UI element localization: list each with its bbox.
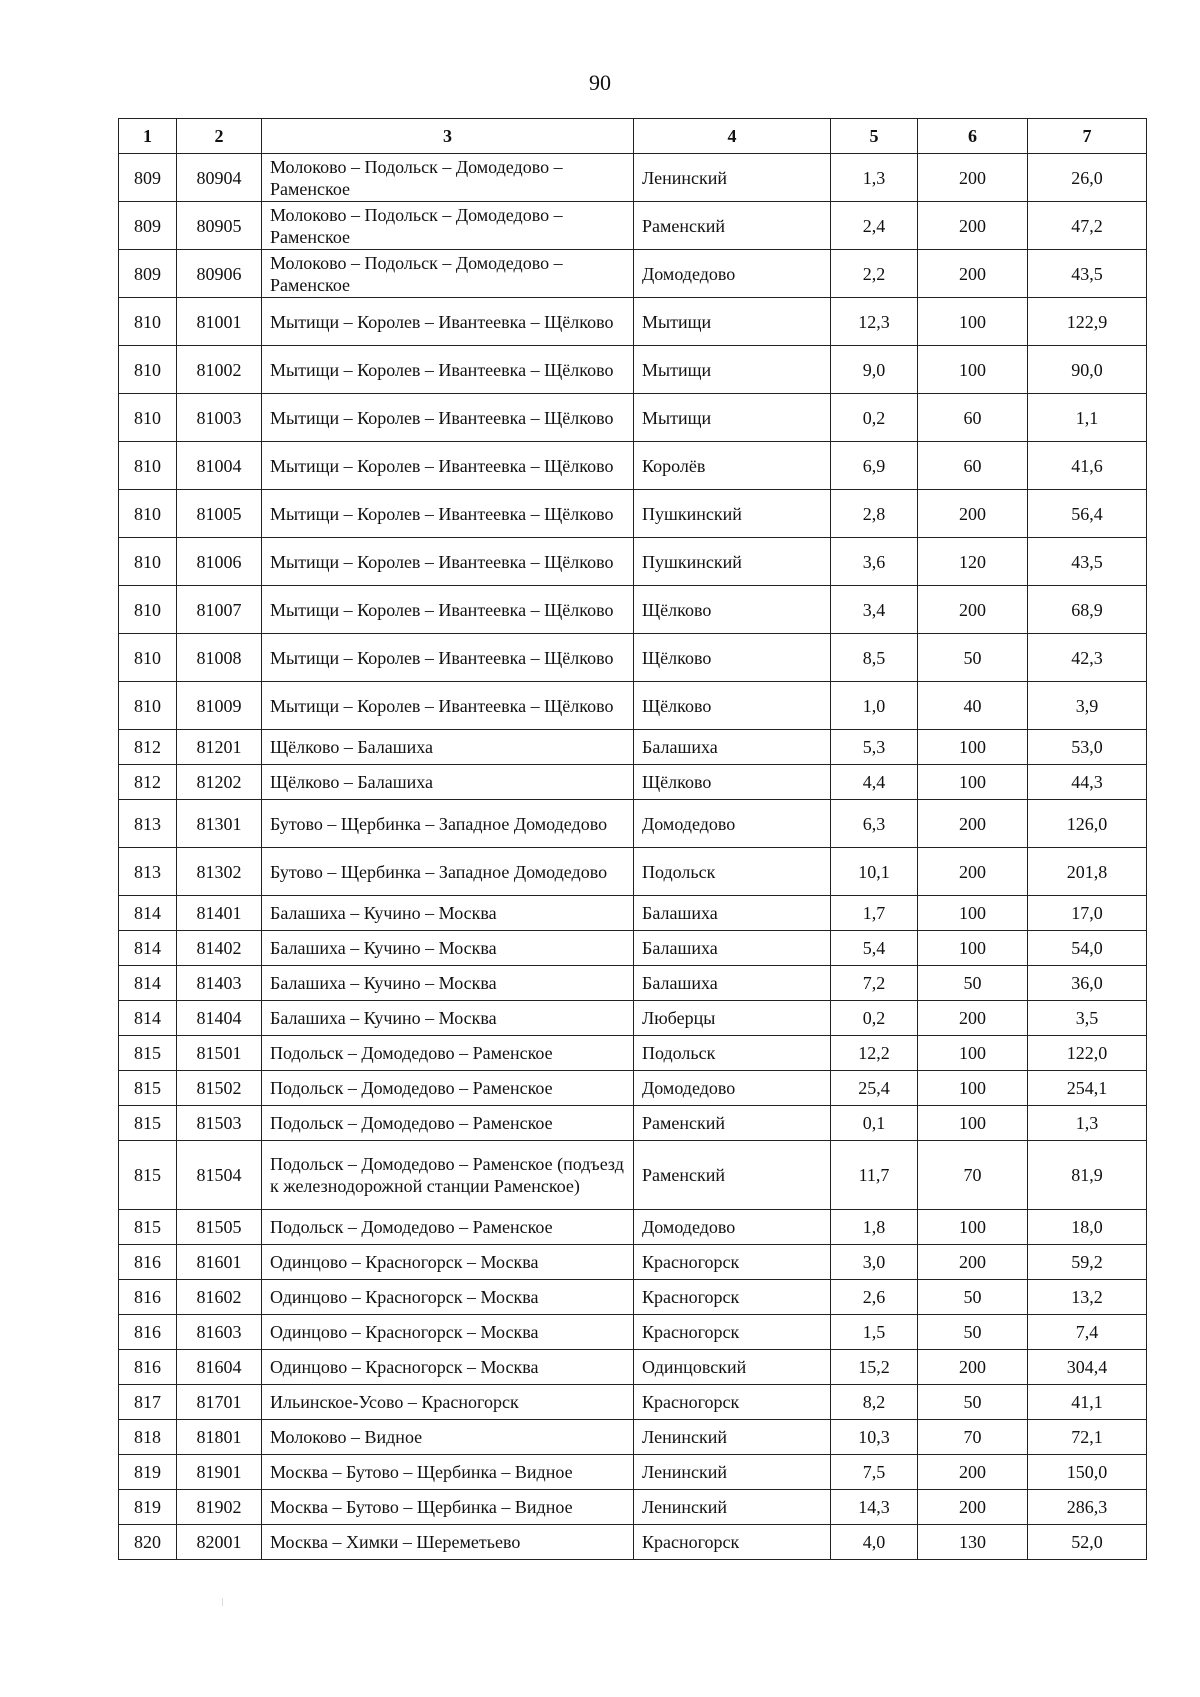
- cell-width: 200: [918, 1245, 1028, 1280]
- cell-road-name: Одинцово – Красногорск – Москва: [262, 1245, 634, 1280]
- cell-value: 3,9: [1028, 682, 1147, 730]
- cell-value: 56,4: [1028, 490, 1147, 538]
- table-row: [119, 298, 1147, 346]
- cell-section-code: 81201: [177, 730, 262, 765]
- table-row: [119, 848, 1147, 896]
- cell-road-number: 812: [119, 765, 177, 800]
- cell-section-code: 81003: [177, 394, 262, 442]
- cell-road-name: Молоково – Видное: [262, 1420, 634, 1455]
- cell-section-code: 80905: [177, 202, 262, 250]
- cell-district: Подольск: [634, 1036, 831, 1071]
- cell-road-number: 814: [119, 896, 177, 931]
- table-body: [119, 154, 1147, 1560]
- table-row: [119, 490, 1147, 538]
- cell-section-code: 81301: [177, 800, 262, 848]
- cell-road-name: Бутово – Щербинка – Западное Домодедово: [262, 848, 634, 896]
- cell-value: 81,9: [1028, 1141, 1147, 1210]
- cell-section-code: 81002: [177, 346, 262, 394]
- cell-district: Домодедово: [634, 250, 831, 298]
- cell-district: Балашиха: [634, 966, 831, 1001]
- cell-road-number: 810: [119, 586, 177, 634]
- cell-value: 3,5: [1028, 1001, 1147, 1036]
- cell-road-number: 810: [119, 298, 177, 346]
- column-header: 7: [1028, 119, 1147, 154]
- cell-value: 90,0: [1028, 346, 1147, 394]
- cell-section-code: 82001: [177, 1525, 262, 1560]
- cell-section-code: 80906: [177, 250, 262, 298]
- cell-road-name: Москва – Химки – Шереметьево: [262, 1525, 634, 1560]
- table-row: [119, 1141, 1147, 1210]
- column-header: 5: [831, 119, 918, 154]
- cell-district: Балашиха: [634, 931, 831, 966]
- table-row: [119, 634, 1147, 682]
- cell-road-name: Одинцово – Красногорск – Москва: [262, 1315, 634, 1350]
- cell-width: 100: [918, 1036, 1028, 1071]
- cell-value: 18,0: [1028, 1210, 1147, 1245]
- cell-length: 10,1: [831, 848, 918, 896]
- cell-value: 44,3: [1028, 765, 1147, 800]
- cell-road-number: 810: [119, 490, 177, 538]
- cell-value: 41,1: [1028, 1385, 1147, 1420]
- cell-length: 4,4: [831, 765, 918, 800]
- cell-road-name: Подольск – Домодедово – Раменское (подъезд к железнодорожной станции Раменское): [262, 1141, 634, 1210]
- cell-width: 100: [918, 298, 1028, 346]
- cell-value: 72,1: [1028, 1420, 1147, 1455]
- cell-district: Балашиха: [634, 896, 831, 931]
- cell-district: Балашиха: [634, 730, 831, 765]
- cell-value: 1,1: [1028, 394, 1147, 442]
- cell-road-name: Бутово – Щербинка – Западное Домодедово: [262, 800, 634, 848]
- cell-section-code: 81009: [177, 682, 262, 730]
- cell-section-code: 81403: [177, 966, 262, 1001]
- table-row: [119, 896, 1147, 931]
- cell-width: 200: [918, 1001, 1028, 1036]
- cell-width: 60: [918, 442, 1028, 490]
- cell-road-number: 810: [119, 634, 177, 682]
- cell-district: Пушкинский: [634, 490, 831, 538]
- column-header: 3: [262, 119, 634, 154]
- cell-value: 43,5: [1028, 250, 1147, 298]
- cell-width: 200: [918, 1455, 1028, 1490]
- cell-district: Королёв: [634, 442, 831, 490]
- cell-district: Одинцовский: [634, 1350, 831, 1385]
- table-row: [119, 1280, 1147, 1315]
- cell-section-code: 81005: [177, 490, 262, 538]
- document-table: [118, 118, 1147, 1560]
- cell-value: 1,3: [1028, 1106, 1147, 1141]
- cell-length: 25,4: [831, 1071, 918, 1106]
- cell-value: 41,6: [1028, 442, 1147, 490]
- table-row: [119, 346, 1147, 394]
- cell-district: Красногорск: [634, 1245, 831, 1280]
- cell-length: 1,7: [831, 896, 918, 931]
- cell-length: 8,5: [831, 634, 918, 682]
- cell-district: Ленинский: [634, 1490, 831, 1525]
- cell-width: 100: [918, 896, 1028, 931]
- cell-section-code: 81008: [177, 634, 262, 682]
- cell-road-number: 816: [119, 1315, 177, 1350]
- cell-value: 59,2: [1028, 1245, 1147, 1280]
- cell-length: 2,4: [831, 202, 918, 250]
- cell-section-code: 81504: [177, 1141, 262, 1210]
- cell-value: 150,0: [1028, 1455, 1147, 1490]
- cell-width: 60: [918, 394, 1028, 442]
- table-row: [119, 682, 1147, 730]
- cell-length: 3,6: [831, 538, 918, 586]
- cell-width: 50: [918, 634, 1028, 682]
- cell-section-code: 81401: [177, 896, 262, 931]
- cell-value: 126,0: [1028, 800, 1147, 848]
- table-row: [119, 800, 1147, 848]
- cell-width: 200: [918, 848, 1028, 896]
- cell-value: 254,1: [1028, 1071, 1147, 1106]
- cell-road-name: Подольск – Домодедово – Раменское: [262, 1036, 634, 1071]
- cell-section-code: 81501: [177, 1036, 262, 1071]
- cell-road-number: 815: [119, 1106, 177, 1141]
- scan-artifact: [222, 1598, 223, 1606]
- cell-road-name: Подольск – Домодедово – Раменское: [262, 1106, 634, 1141]
- cell-road-name: Москва – Бутово – Щербинка – Видное: [262, 1455, 634, 1490]
- cell-district: Подольск: [634, 848, 831, 896]
- cell-section-code: 81007: [177, 586, 262, 634]
- table-row: [119, 931, 1147, 966]
- cell-width: 100: [918, 1071, 1028, 1106]
- cell-road-number: 813: [119, 848, 177, 896]
- cell-section-code: 81004: [177, 442, 262, 490]
- cell-value: 286,3: [1028, 1490, 1147, 1525]
- table-row: [119, 765, 1147, 800]
- cell-width: 50: [918, 1280, 1028, 1315]
- cell-length: 4,0: [831, 1525, 918, 1560]
- cell-road-number: 809: [119, 154, 177, 202]
- cell-district: Мытищи: [634, 394, 831, 442]
- cell-section-code: 81603: [177, 1315, 262, 1350]
- table-row: [119, 1525, 1147, 1560]
- cell-value: 122,9: [1028, 298, 1147, 346]
- cell-value: 52,0: [1028, 1525, 1147, 1560]
- cell-value: 47,2: [1028, 202, 1147, 250]
- cell-width: 100: [918, 1210, 1028, 1245]
- table-row: [119, 1350, 1147, 1385]
- cell-value: 7,4: [1028, 1315, 1147, 1350]
- cell-section-code: 81302: [177, 848, 262, 896]
- cell-district: Люберцы: [634, 1001, 831, 1036]
- cell-length: 0,2: [831, 1001, 918, 1036]
- cell-length: 9,0: [831, 346, 918, 394]
- cell-value: 42,3: [1028, 634, 1147, 682]
- cell-length: 12,2: [831, 1036, 918, 1071]
- cell-road-name: Москва – Бутово – Щербинка – Видное: [262, 1490, 634, 1525]
- cell-road-number: 816: [119, 1280, 177, 1315]
- cell-section-code: 81202: [177, 765, 262, 800]
- cell-district: Щёлково: [634, 586, 831, 634]
- cell-width: 100: [918, 346, 1028, 394]
- cell-road-name: Одинцово – Красногорск – Москва: [262, 1350, 634, 1385]
- cell-district: Ленинский: [634, 1420, 831, 1455]
- table-row: [119, 730, 1147, 765]
- cell-road-name: Мытищи – Королев – Ивантеевка – Щёлково: [262, 298, 634, 346]
- cell-width: 200: [918, 1490, 1028, 1525]
- cell-road-number: 814: [119, 966, 177, 1001]
- cell-length: 2,8: [831, 490, 918, 538]
- table-row: [119, 966, 1147, 1001]
- cell-road-name: Балашиха – Кучино – Москва: [262, 966, 634, 1001]
- cell-section-code: 81404: [177, 1001, 262, 1036]
- cell-width: 200: [918, 1350, 1028, 1385]
- cell-width: 120: [918, 538, 1028, 586]
- cell-value: 17,0: [1028, 896, 1147, 931]
- cell-width: 50: [918, 1385, 1028, 1420]
- table-row: [119, 586, 1147, 634]
- cell-district: Мытищи: [634, 298, 831, 346]
- cell-road-number: 818: [119, 1420, 177, 1455]
- column-header: 4: [634, 119, 831, 154]
- cell-road-number: 810: [119, 442, 177, 490]
- cell-section-code: 81001: [177, 298, 262, 346]
- table-row: [119, 394, 1147, 442]
- cell-length: 14,3: [831, 1490, 918, 1525]
- cell-district: Раменский: [634, 202, 831, 250]
- cell-section-code: 81601: [177, 1245, 262, 1280]
- cell-district: Раменский: [634, 1141, 831, 1210]
- table-row: [119, 1420, 1147, 1455]
- table-row: [119, 1315, 1147, 1350]
- cell-length: 1,5: [831, 1315, 918, 1350]
- cell-length: 0,1: [831, 1106, 918, 1141]
- cell-road-name: Балашиха – Кучино – Москва: [262, 931, 634, 966]
- cell-road-number: 815: [119, 1210, 177, 1245]
- cell-road-number: 819: [119, 1490, 177, 1525]
- cell-length: 7,2: [831, 966, 918, 1001]
- cell-road-number: 814: [119, 931, 177, 966]
- table-row: [119, 250, 1147, 298]
- cell-district: Раменский: [634, 1106, 831, 1141]
- cell-length: 3,4: [831, 586, 918, 634]
- cell-district: Щёлково: [634, 634, 831, 682]
- cell-road-name: Подольск – Домодедово – Раменское: [262, 1210, 634, 1245]
- cell-road-name: Мытищи – Королев – Ивантеевка – Щёлково: [262, 442, 634, 490]
- cell-section-code: 81402: [177, 931, 262, 966]
- cell-road-number: 809: [119, 250, 177, 298]
- cell-value: 53,0: [1028, 730, 1147, 765]
- cell-width: 50: [918, 966, 1028, 1001]
- cell-length: 1,0: [831, 682, 918, 730]
- cell-width: 100: [918, 1106, 1028, 1141]
- cell-road-name: Мытищи – Королев – Ивантеевка – Щёлково: [262, 634, 634, 682]
- cell-length: 8,2: [831, 1385, 918, 1420]
- cell-road-name: Подольск – Домодедово – Раменское: [262, 1071, 634, 1106]
- cell-section-code: 81502: [177, 1071, 262, 1106]
- table-row: [119, 1106, 1147, 1141]
- table-row: [119, 1071, 1147, 1106]
- table-row: [119, 1210, 1147, 1245]
- cell-district: Домодедово: [634, 1071, 831, 1106]
- table-row: [119, 538, 1147, 586]
- cell-section-code: 81503: [177, 1106, 262, 1141]
- cell-road-number: 820: [119, 1525, 177, 1560]
- cell-width: 200: [918, 250, 1028, 298]
- cell-width: 70: [918, 1420, 1028, 1455]
- cell-section-code: 81801: [177, 1420, 262, 1455]
- cell-section-code: 81604: [177, 1350, 262, 1385]
- cell-road-number: 810: [119, 346, 177, 394]
- cell-district: Ленинский: [634, 154, 831, 202]
- cell-width: 100: [918, 765, 1028, 800]
- cell-district: Красногорск: [634, 1525, 831, 1560]
- cell-section-code: 81602: [177, 1280, 262, 1315]
- cell-road-name: Балашиха – Кучино – Москва: [262, 1001, 634, 1036]
- cell-district: Домодедово: [634, 800, 831, 848]
- cell-section-code: 81006: [177, 538, 262, 586]
- cell-road-number: 810: [119, 394, 177, 442]
- cell-district: Ленинский: [634, 1455, 831, 1490]
- cell-road-number: 815: [119, 1036, 177, 1071]
- cell-length: 15,2: [831, 1350, 918, 1385]
- table-row: [119, 1455, 1147, 1490]
- cell-length: 7,5: [831, 1455, 918, 1490]
- cell-section-code: 81902: [177, 1490, 262, 1525]
- cell-road-name: Молоково – Подольск – Домодедово – Раменское: [262, 202, 634, 250]
- cell-width: 50: [918, 1315, 1028, 1350]
- cell-value: 122,0: [1028, 1036, 1147, 1071]
- cell-section-code: 81901: [177, 1455, 262, 1490]
- cell-district: Красногорск: [634, 1385, 831, 1420]
- cell-road-number: 814: [119, 1001, 177, 1036]
- cell-width: 200: [918, 202, 1028, 250]
- cell-road-name: Мытищи – Королев – Ивантеевка – Щёлково: [262, 490, 634, 538]
- cell-length: 12,3: [831, 298, 918, 346]
- cell-width: 200: [918, 586, 1028, 634]
- cell-road-number: 819: [119, 1455, 177, 1490]
- cell-road-name: Молоково – Подольск – Домодедово – Раменское: [262, 154, 634, 202]
- table-row: [119, 154, 1147, 202]
- cell-length: 3,0: [831, 1245, 918, 1280]
- cell-district: Красногорск: [634, 1315, 831, 1350]
- cell-road-number: 815: [119, 1141, 177, 1210]
- column-header: 6: [918, 119, 1028, 154]
- column-header: 2: [177, 119, 262, 154]
- table-row: [119, 442, 1147, 490]
- table-row: [119, 1490, 1147, 1525]
- cell-district: Пушкинский: [634, 538, 831, 586]
- cell-length: 11,7: [831, 1141, 918, 1210]
- cell-road-name: Мытищи – Королев – Ивантеевка – Щёлково: [262, 346, 634, 394]
- cell-road-name: Мытищи – Королев – Ивантеевка – Щёлково: [262, 538, 634, 586]
- cell-section-code: 81701: [177, 1385, 262, 1420]
- cell-road-number: 810: [119, 682, 177, 730]
- cell-value: 36,0: [1028, 966, 1147, 1001]
- page-number: 90: [589, 70, 611, 95]
- cell-road-number: 815: [119, 1071, 177, 1106]
- cell-length: 5,3: [831, 730, 918, 765]
- cell-road-number: 817: [119, 1385, 177, 1420]
- table-row: [119, 1036, 1147, 1071]
- cell-value: 26,0: [1028, 154, 1147, 202]
- cell-length: 6,9: [831, 442, 918, 490]
- cell-road-number: 810: [119, 538, 177, 586]
- cell-road-number: 813: [119, 800, 177, 848]
- cell-length: 6,3: [831, 800, 918, 848]
- cell-length: 10,3: [831, 1420, 918, 1455]
- cell-length: 2,6: [831, 1280, 918, 1315]
- cell-value: 201,8: [1028, 848, 1147, 896]
- cell-road-number: 816: [119, 1245, 177, 1280]
- table-row: [119, 1245, 1147, 1280]
- cell-value: 304,4: [1028, 1350, 1147, 1385]
- cell-district: Мытищи: [634, 346, 831, 394]
- cell-length: 0,2: [831, 394, 918, 442]
- cell-length: 1,3: [831, 154, 918, 202]
- cell-value: 43,5: [1028, 538, 1147, 586]
- cell-road-number: 816: [119, 1350, 177, 1385]
- cell-width: 70: [918, 1141, 1028, 1210]
- cell-width: 40: [918, 682, 1028, 730]
- table-row: [119, 202, 1147, 250]
- cell-district: Щёлково: [634, 765, 831, 800]
- cell-road-name: Мытищи – Королев – Ивантеевка – Щёлково: [262, 394, 634, 442]
- cell-district: Щёлково: [634, 682, 831, 730]
- cell-value: 54,0: [1028, 931, 1147, 966]
- cell-road-number: 809: [119, 202, 177, 250]
- cell-road-name: Балашиха – Кучино – Москва: [262, 896, 634, 931]
- cell-width: 130: [918, 1525, 1028, 1560]
- cell-district: Красногорск: [634, 1280, 831, 1315]
- cell-road-name: Мытищи – Королев – Ивантеевка – Щёлково: [262, 586, 634, 634]
- cell-value: 68,9: [1028, 586, 1147, 634]
- cell-section-code: 81505: [177, 1210, 262, 1245]
- cell-road-name: Щёлково – Балашиха: [262, 730, 634, 765]
- cell-width: 200: [918, 490, 1028, 538]
- table-row: [119, 1385, 1147, 1420]
- cell-width: 100: [918, 730, 1028, 765]
- cell-road-name: Ильинское-Усово – Красногорск: [262, 1385, 634, 1420]
- cell-road-number: 812: [119, 730, 177, 765]
- cell-road-name: Щёлково – Балашиха: [262, 765, 634, 800]
- cell-road-name: Одинцово – Красногорск – Москва: [262, 1280, 634, 1315]
- column-header: 1: [119, 119, 177, 154]
- cell-width: 200: [918, 154, 1028, 202]
- cell-road-name: Молоково – Подольск – Домодедово – Раменское: [262, 250, 634, 298]
- cell-width: 100: [918, 931, 1028, 966]
- cell-length: 1,8: [831, 1210, 918, 1245]
- cell-width: 200: [918, 800, 1028, 848]
- table-row: [119, 1001, 1147, 1036]
- table-header-row: [119, 119, 1147, 154]
- cell-length: 2,2: [831, 250, 918, 298]
- cell-value: 13,2: [1028, 1280, 1147, 1315]
- cell-road-name: Мытищи – Королев – Ивантеевка – Щёлково: [262, 682, 634, 730]
- cell-district: Домодедово: [634, 1210, 831, 1245]
- cell-section-code: 80904: [177, 154, 262, 202]
- cell-length: 5,4: [831, 931, 918, 966]
